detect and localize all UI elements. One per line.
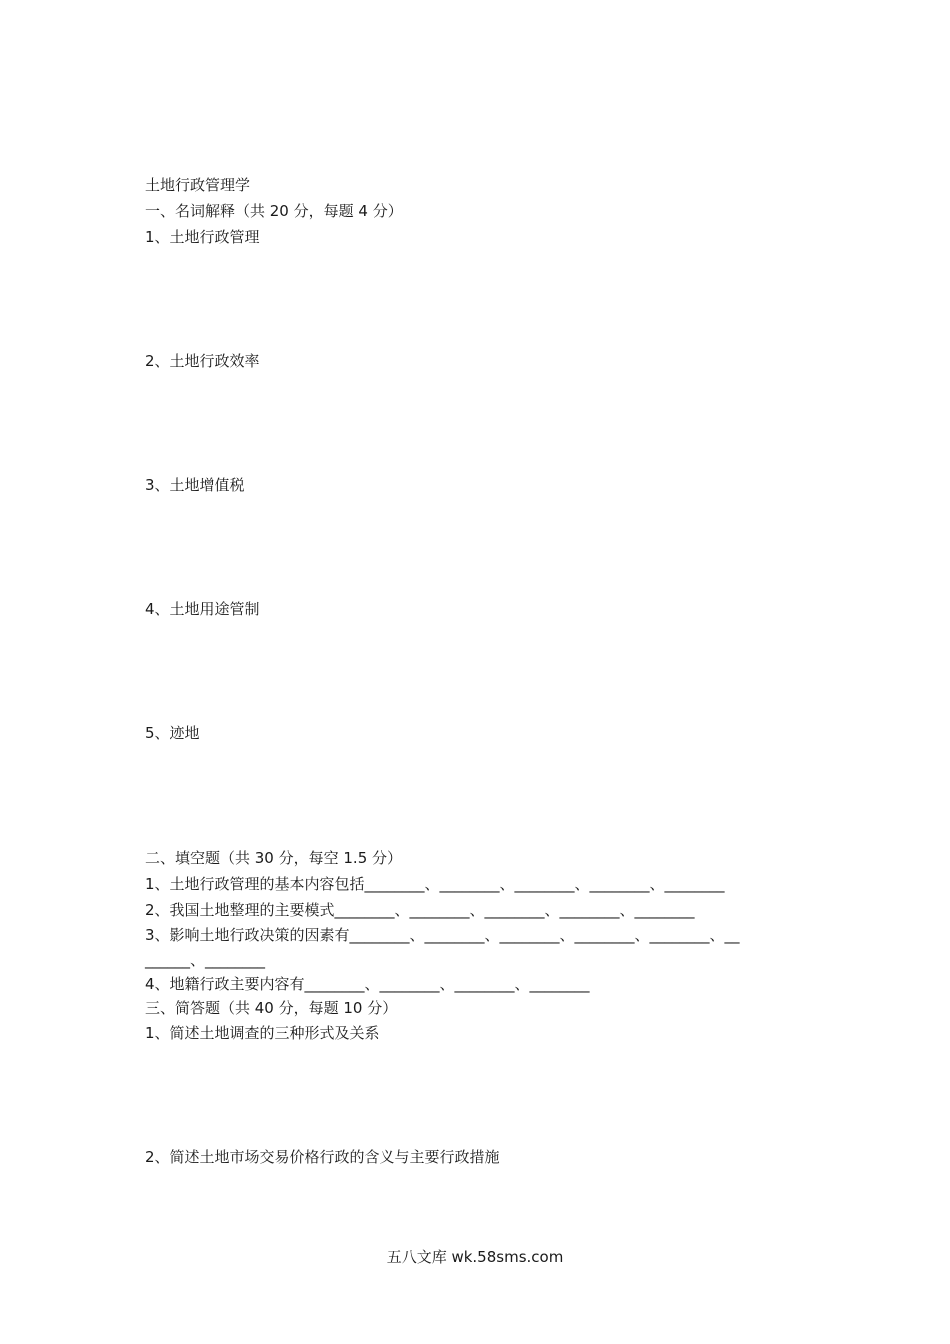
section-2-item-1: 1、土地行政管理的基本内容包括________、________、________、________、________	[145, 875, 725, 893]
section-2-item-4: 4、地籍行政主要内容有________、________、________、________	[145, 975, 590, 993]
section-1-item-3: 3、土地增值税	[145, 476, 245, 494]
section-1-item-4: 4、土地用途管制	[145, 600, 260, 618]
section-2-heading: 二、填空题（共 30 分，每空 1.5 分）	[145, 849, 403, 867]
section-2-item-3-continued: ______、________	[145, 951, 266, 969]
section-1-item-5: 5、迹地	[145, 724, 200, 742]
document-title: 土地行政管理学	[145, 176, 251, 194]
footer-watermark: 五八文库 wk.58sms.com	[386, 1248, 564, 1266]
section-1-heading: 一、名词解释（共 20 分，每题 4 分）	[145, 202, 403, 220]
section-3-item-2: 2、简述土地市场交易价格行政的含义与主要行政措施	[145, 1148, 500, 1166]
section-2-item-2: 2、我国土地整理的主要模式________、________、________、________、________	[145, 901, 695, 919]
section-1-item-1: 1、土地行政管理	[145, 228, 260, 246]
section-3-item-1: 1、简述土地调查的三种形式及关系	[145, 1024, 380, 1042]
section-1-item-2: 2、土地行政效率	[145, 352, 260, 370]
section-2-item-3: 3、影响土地行政决策的因素有________、________、________、________、________、__	[145, 926, 740, 944]
section-3-heading: 三、简答题（共 40 分，每题 10 分）	[145, 999, 398, 1017]
